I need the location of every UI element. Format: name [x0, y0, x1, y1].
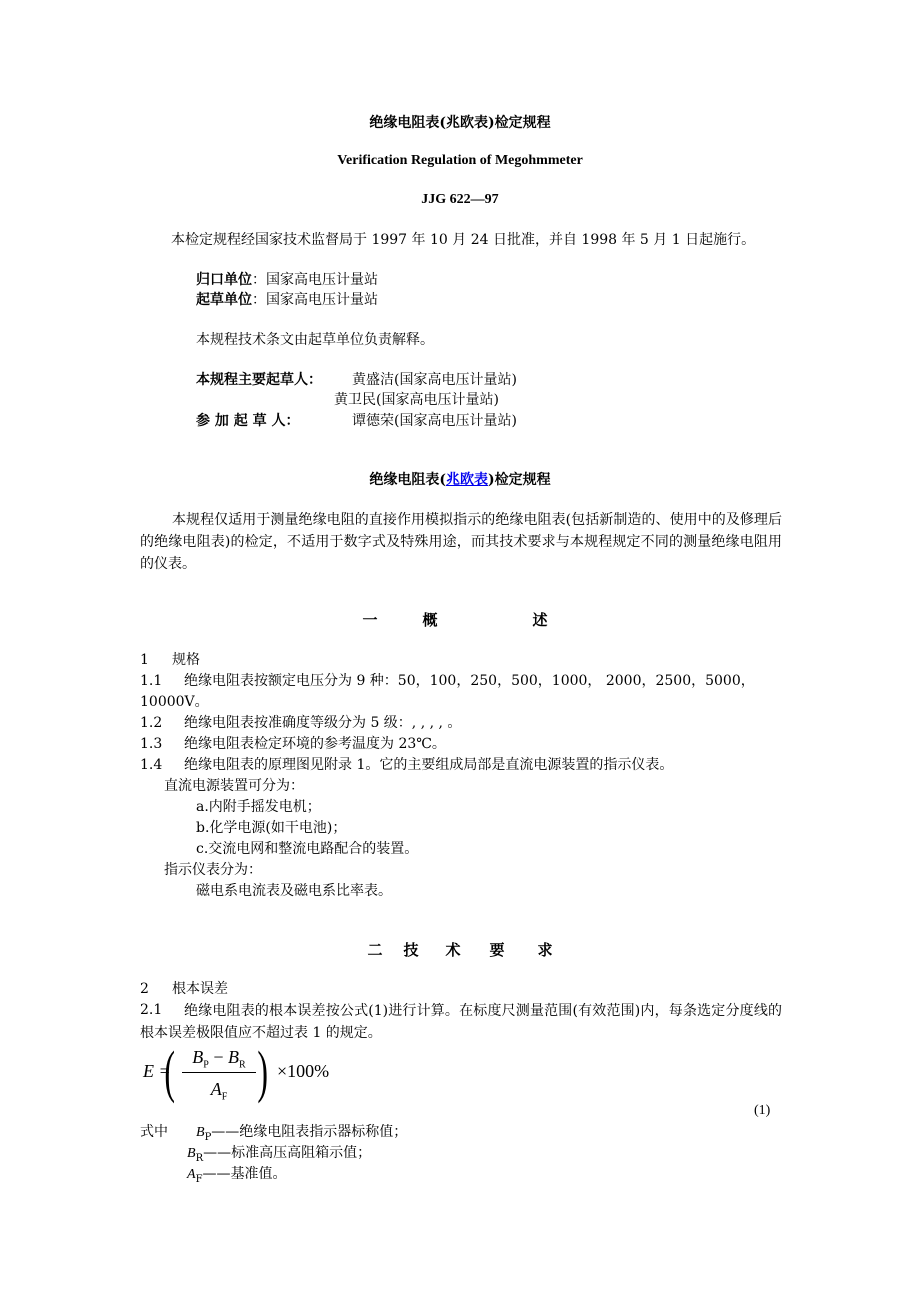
formula-lhs: E =: [143, 1061, 171, 1081]
item-1-heading: 规格: [172, 652, 200, 668]
dc-source-heading: 直流电源装置可分为：: [164, 778, 304, 794]
qicao-label: 起草单位: [196, 292, 252, 308]
section-2-heading: [0, 940, 920, 960]
approval-statement: 本检定规程经国家技术监督局于 1997 年 10 月 24 日批准，并自 1998 年 5 月 1 日起施行。: [171, 232, 756, 248]
regulation-title: [0, 470, 920, 490]
guikou-value: ：国家高电压计量站: [252, 272, 378, 288]
qicao-unit: [196, 290, 378, 310]
dc-source-b: b.化学电源(如干电池)；: [196, 820, 347, 836]
left-paren: (: [164, 1039, 175, 1104]
formula-numerator: $B_P - B_R$: [192, 1047, 246, 1071]
main-drafter-2: 黄卫民(国家高电压计量站): [334, 392, 499, 408]
item-2-1-number: 2.1: [140, 1002, 163, 1018]
page-title: 绝缘电阻表(兆欧表)检定规程: [369, 115, 551, 131]
error-formula: [140, 1039, 360, 1105]
section-2-number: 二: [367, 941, 383, 959]
dc-source-a: a.内附手摇发电机；: [196, 799, 321, 815]
megohmmeter-link[interactable]: 兆欧表: [446, 472, 488, 488]
item-2-1-text: 绝缘电阻表的根本误差按公式(1)进行计算。在标度尺测量范围(有效范围)内，每条选定分度线的根本误差极限值应不超过表 1 的规定。: [140, 1003, 782, 1041]
item-1-4-text: 绝缘电阻表的原理图见附录 1。它的主要组成局部是直流电源装置的指示仪表。: [184, 757, 674, 773]
qicao-value: ：国家高电压计量站: [252, 292, 378, 308]
section-1-number: 一: [362, 611, 378, 629]
formula-multiplier: ×100%: [277, 1061, 330, 1081]
fraction-bar: [182, 1072, 256, 1073]
item-1-2-text: 绝缘电阻表按准确度等级分为 5 级：, , , , 。: [184, 715, 462, 731]
indicator-a: 磁电系电流表及磁电系比率表。: [196, 883, 392, 899]
indicator-heading: 指示仪表分为：: [164, 862, 262, 878]
item-1-4-number: 1.4: [140, 757, 163, 773]
formula-denominator: $A_F$: [210, 1079, 228, 1103]
item-1-1-text: 绝缘电阻表按额定电压分为 9 种：50，100，250，500，1000， 2000，2500，5000，: [184, 673, 755, 689]
where-br: $B_R——$标准高压高阻箱示值；: [187, 1145, 372, 1164]
item-2-number: 2: [140, 981, 149, 997]
section-2-char-1: 技: [403, 941, 419, 959]
scope-paragraph: 本规程仅适用于测量绝缘电阻的直接作用模拟指示的绝缘电阻表(包括新制造的、使用中的及修理后的绝缘电阻表)的检定，不适用于数字式及特殊用途，而其技术要求与本规程规定不同的测量绝缘电阻用的仪表。: [140, 512, 782, 572]
item-1-number: 1: [140, 652, 149, 668]
formula-number: (1): [754, 1103, 771, 1118]
item-1-1-continuation: 10000V。: [140, 694, 209, 710]
main-drafter-label: 本规程主要起草人：: [196, 372, 322, 388]
item-1-2-number: 1.2: [140, 715, 163, 731]
formula-fraction: [180, 1045, 258, 1101]
section-1-char-1: 概: [422, 611, 438, 629]
participant-1: 谭德荣(国家高电压计量站): [352, 413, 517, 429]
section-2-char-2: 术: [445, 941, 461, 959]
regulation-title-suffix: )检定规程: [488, 472, 551, 488]
item-1-3-number: 1.3: [140, 736, 163, 752]
interpretation-note: 本规程技术条文由起草单位负责解释。: [196, 332, 434, 348]
item-1-1-number: 1.1: [140, 673, 163, 689]
where-bp: $B_P——$绝缘电阻表指示器标称值；: [196, 1124, 408, 1143]
standard-code: JJG 622—97: [421, 192, 499, 207]
right-paren: ): [257, 1039, 268, 1104]
dc-source-c: c.交流电网和整流电路配合的装置。: [196, 841, 419, 857]
section-2-char-4: 求: [537, 941, 553, 959]
section-1-heading: [0, 610, 920, 630]
guikou-label: 归口单位: [196, 272, 252, 288]
where-af: $A_F——$基准值。: [187, 1166, 287, 1185]
item-1-3-text: 绝缘电阻表检定环境的参考温度为 23℃。: [184, 736, 446, 752]
where-label: 式中: [140, 1124, 168, 1140]
main-drafter-1: 黄盛洁(国家高电压计量站): [352, 372, 517, 388]
regulation-title-prefix: 绝缘电阻表(: [369, 472, 446, 488]
participant-label: 参 加 起 草 人：: [196, 413, 300, 429]
item-2-heading: 根本误差: [172, 981, 228, 997]
english-title: Verification Regulation of Megohmmeter: [337, 153, 583, 168]
guikou-unit: [196, 270, 378, 290]
section-1-char-2: 述: [532, 611, 548, 629]
section-2-char-3: 要: [489, 941, 505, 959]
